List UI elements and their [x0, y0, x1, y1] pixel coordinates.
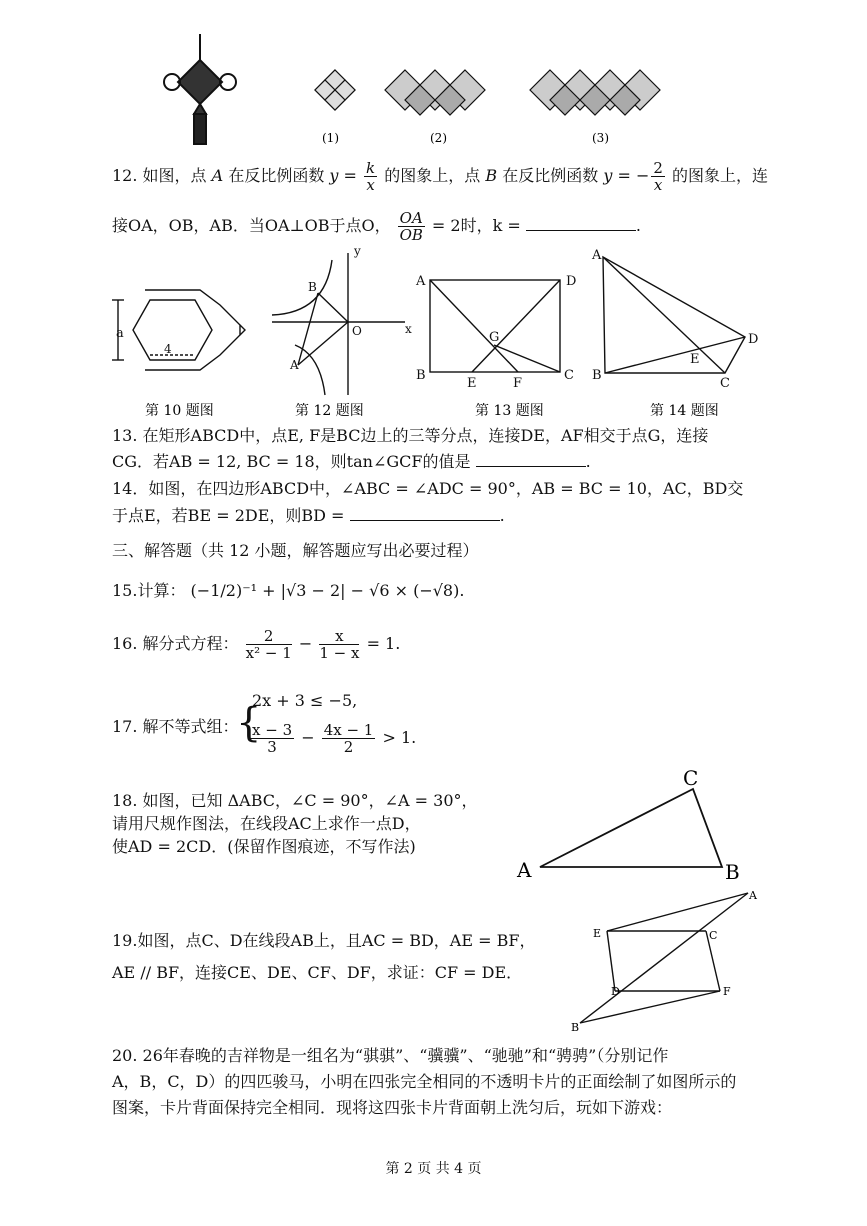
q12-number: 12.: [112, 166, 138, 185]
fig13-rectangle: [415, 274, 576, 391]
q13-line2-text: CG．若AB = 12, BC = 18，则tan∠GCF的值是: [112, 452, 471, 471]
q14-answer-blank[interactable]: [350, 504, 500, 521]
q15-label: 15.计算：: [112, 581, 186, 600]
q16-minus: −: [298, 634, 313, 653]
fig13-label-c: C: [564, 368, 574, 383]
q13-answer-blank[interactable]: [476, 450, 586, 467]
q12-line1: 12. 如图，点 A 在反比例函数 y = $\frac{k}{x}$ 的图象上，点 B 在反比例函数 y = − $\frac{2}{x}$ 的图象上，连: [112, 159, 768, 194]
q12-frac-2: $\frac{2}{x}$: [653, 159, 663, 194]
q12-line2: [112, 210, 641, 243]
knot-pattern-figures: [150, 30, 770, 150]
q17-minus: −: [301, 728, 315, 747]
figure-row: [100, 245, 780, 425]
q19-label-f: F: [723, 985, 731, 998]
q12-text1: 如图，点: [142, 166, 207, 185]
q19-label-a: A: [749, 889, 757, 902]
q19-figure: [565, 885, 765, 1035]
q17-ineq1: 2x + 3 ≤ −5,: [252, 691, 358, 710]
q16: [112, 628, 400, 661]
q19-label-d: D: [611, 985, 620, 998]
q12-text8: .: [635, 216, 641, 235]
pattern-label-1: (1): [322, 131, 339, 145]
q13-line2: [112, 450, 591, 473]
section-3-heading: 三、解答题（共 12 小题，解答题应写出必要过程）: [112, 541, 479, 560]
fig10-label-a: a: [116, 326, 124, 341]
q18-triangle-figure: [505, 765, 765, 885]
q15: [112, 580, 464, 602]
q18-label-c: C: [683, 766, 699, 790]
fig14-label-d: D: [748, 332, 759, 347]
q14-line1: 14．如图，在四边形ABCD中，∠ABC = ∠ADC = 90°，AB = BC = 10，AC，BD交: [112, 479, 744, 498]
pattern-3: [530, 70, 660, 115]
fig13-label-e: E: [467, 376, 477, 391]
q17-frac2: $\frac{4x - 1}{2}$: [323, 721, 374, 756]
q14-line2: [112, 504, 505, 527]
chinese-knot-icon: [164, 34, 236, 144]
q16-eq: = 1.: [366, 634, 401, 653]
q20-line1: 20. 26年春晚的吉祥物是一组名为“骐骐”、“骥骥”、“驰驰”和“骋骋”（分别记作: [112, 1046, 669, 1065]
q12-frac-oa-ob: $\frac{OA}{OB}$: [399, 209, 423, 244]
fig14-quadrilateral: [591, 248, 758, 391]
q16-frac1: $\frac{2}{\text{x² − 1}}$: [245, 627, 292, 662]
q18-label-a: A: [517, 858, 532, 882]
q18-label-b: B: [725, 860, 740, 884]
fig12-label-a: A: [290, 358, 299, 372]
fig12-coordinate: [272, 245, 412, 395]
q12-frac-k: $\frac{k}{x}$: [366, 159, 376, 194]
fig13-label-g: G: [489, 330, 500, 345]
q20-line2: A，B，C，D）的四匹骏马，小明在四张完全相同的不透明卡片的正面绘制了如图所示的: [112, 1072, 737, 1091]
q19-label-c: C: [709, 929, 718, 942]
q19-line1: 19.如图，点C、D在线段AB上，且AC = BD，AE = BF，: [112, 931, 536, 950]
fig12-label-b: B: [308, 280, 317, 294]
page-footer: 第 2 页 共 4 页: [385, 1161, 482, 1177]
q20-line3: 图案，卡片背面保持完全相同．现将这四张卡片背面朝上洗匀后，玩如下游戏：: [112, 1098, 673, 1117]
q13-line1: 13. 在矩形ABCD中，点E, F是BC边上的三等分点，连接DE，AF相交于点G，连接: [112, 426, 709, 445]
q12-text7: = 2时，k =: [431, 216, 521, 235]
fig14-label-c: C: [720, 376, 730, 391]
q16-label: 16. 解分式方程：: [112, 634, 239, 653]
caption-fig13: 第 13 题图: [475, 403, 544, 419]
caption-fig12: 第 12 题图: [295, 403, 364, 419]
q16-frac2: $\frac{x}{1 - x}$: [319, 627, 360, 662]
fig13-label-b: B: [416, 368, 426, 383]
q15-expression: (−1/2)⁻¹ + |√3 − 2| − √6 × (−√8).: [190, 581, 465, 600]
pattern-label-3: (3): [592, 131, 609, 145]
fig10-label-4: 4: [164, 342, 172, 356]
q18-line3: 使AD = 2CD．(保留作图痕迹，不写作法): [112, 837, 416, 856]
q17-frac1: $\frac{x - 3}{3}$: [252, 721, 293, 756]
pattern-label-2: (2): [430, 131, 447, 145]
fig14-label-b: B: [592, 368, 602, 383]
q14-end: .: [499, 506, 505, 525]
fig12-label-y: y: [354, 245, 361, 258]
fig13-label-f: F: [513, 376, 523, 391]
fig10-wrench: [112, 290, 245, 370]
fig13-label-d: D: [566, 274, 577, 289]
q14-line2-text: 于点E，若BE = 2DE，则BD =: [112, 506, 345, 525]
q17-ineq2: [248, 722, 416, 755]
q12-text4: 在反比例函数: [502, 166, 599, 185]
fig14-label-a: A: [592, 248, 602, 263]
q12-text2: 在反比例函数: [228, 166, 325, 185]
q19-line2: AE // BF，连接CE、DE、CF、DF，求证：CF = DE．: [112, 963, 523, 982]
q12-text6: 接OA，OB，AB．当OA⊥OB于点O，: [112, 216, 391, 235]
fig12-label-x: x: [405, 322, 412, 336]
q18-line1: 18. 如图，已知 ΔABC，∠C = 90°，∠A = 30°，: [112, 791, 478, 810]
caption-fig10: 第 10 题图: [145, 403, 214, 419]
q17-gt: > 1.: [382, 728, 417, 747]
q12-text3: 的图象上，点: [384, 166, 481, 185]
pattern-2: [385, 70, 485, 115]
q18-line2: 请用尺规作图法，在线段AC上求作一点D，: [112, 814, 421, 833]
q12-text5: 的图象上，连: [671, 166, 768, 185]
pattern-1: [315, 70, 355, 110]
caption-fig14: 第 14 题图: [650, 403, 719, 419]
q17-label: 17. 解不等式组：: [112, 717, 239, 736]
q19-label-b: B: [571, 1021, 580, 1034]
q12-answer-blank[interactable]: [526, 214, 636, 231]
q19-label-e: E: [593, 927, 602, 940]
fig14-label-e: E: [690, 352, 700, 367]
fig13-label-a: A: [416, 274, 426, 289]
q13-end: .: [585, 452, 591, 471]
fig12-label-o: O: [352, 324, 362, 338]
q17-brace: {: [236, 700, 262, 746]
